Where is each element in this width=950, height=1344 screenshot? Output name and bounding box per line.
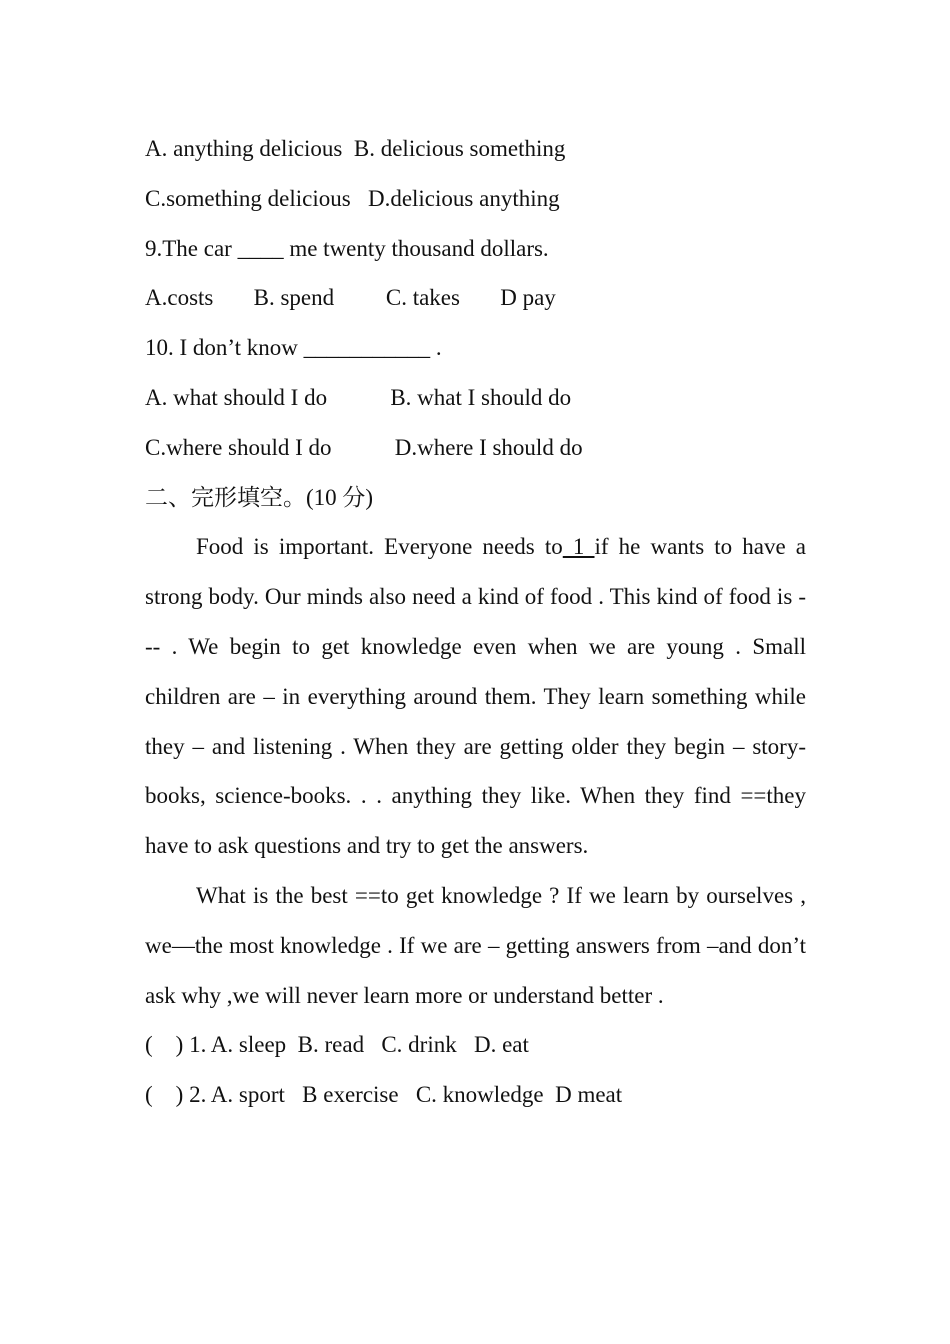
- q8-options-line-1: A. anything delicious B. delicious something: [145, 136, 566, 161]
- passage-blank-1: 1: [562, 534, 595, 560]
- q10-options-line-2: C.where should I do D.where I should do: [145, 434, 583, 460]
- document-page: [145, 124, 806, 1120]
- cloze-item-1: ( ) 1. A. sleep B. read C. drink D. eat: [145, 1032, 529, 1058]
- passage-p1-before-blank: Food is important. Everyone needs to: [196, 534, 563, 560]
- passage-paragraph-1: [145, 522, 806, 871]
- q10-options-line-1: A. what should I do B. what I should do: [145, 384, 572, 410]
- q9-stem: 9.The car ____ me twenty thousand dollars.: [145, 235, 549, 261]
- q9-options: A.costs B. spend C. takes D pay: [145, 285, 556, 311]
- q10-stem: 10. I don’t know ___________ .: [145, 335, 442, 361]
- section-heading: 二、完形填空。(10 分): [145, 484, 374, 510]
- passage-paragraph-2: What is the best ==to get knowledge ? If we learn by ourselves , we—the most knowledge . If we are – getting answers from –and don’t ask why ,we will never learn more or understand better .: [145, 882, 806, 1008]
- passage-p1-after-blank: if he wants to have a strong body. Our minds also need a kind of food . This kind of food is --- . We begin to get knowledge even when we are young . Small children are – in everything around them. They learn something while they – and listening . When they are getting older they begin – story-books, science-books. . . anything they like. When they find ==they have to ask questions and try to get the answers.: [145, 534, 806, 859]
- q8-options-line-2: C.something delicious D.delicious anything: [145, 185, 560, 211]
- cloze-item-2: ( ) 2. A. sport B exercise C. knowledge D meat: [145, 1082, 623, 1108]
